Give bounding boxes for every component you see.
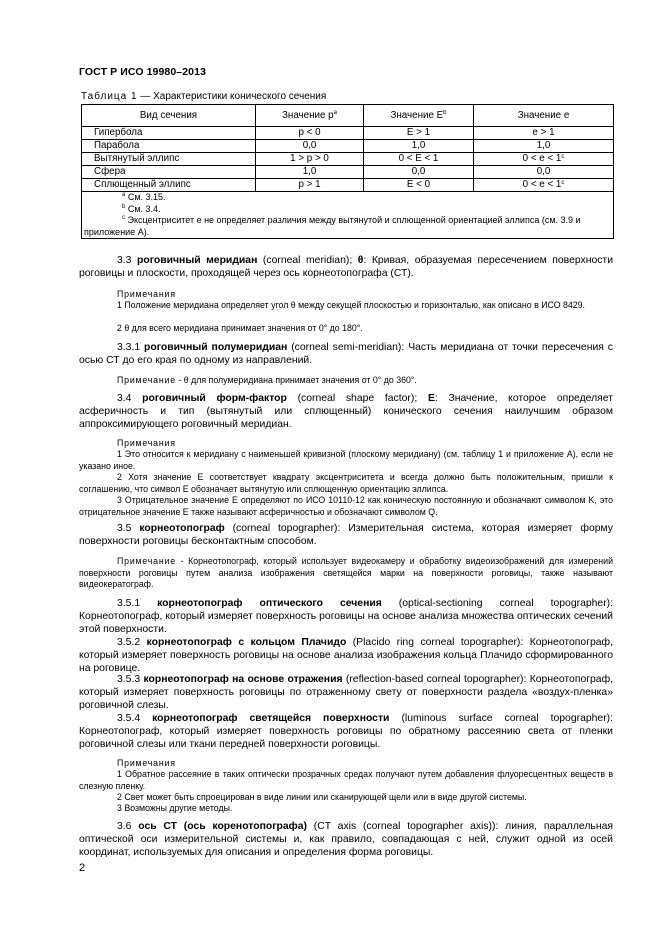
note-item: 1 Это относится к меридиану с наименьшей кривизной (плоскому меридиану) (см. таблицу 1 и приложение А), если не указано иное. [79, 449, 613, 471]
clause-3-3: 3.3 роговичный меридиан (corneal meridian); θ: Кривая, образуемая пересечением поверхности роговицы и плоскости, проходящей через ось корнеотопографа (СТ). [79, 255, 613, 279]
note-item: 2 Свет может быть спроецирован в виде линии или сканирующей щели или в виде другой системы. [117, 792, 527, 802]
footnote-b: $^b$ См. 3.4. [122, 203, 161, 214]
table-row [82, 179, 614, 192]
table-cell: p < 0 [256, 127, 364, 140]
table-caption [81, 91, 326, 102]
table-row [82, 166, 614, 179]
term-corneal-semi-meridian: роговичный полумеридиан [144, 342, 288, 353]
table-cell: 1,0 [364, 140, 474, 153]
header-cell: Вид сечения [82, 105, 256, 127]
table-cell: E < 0 [364, 179, 474, 192]
header-cell: Значение $E^b$ [364, 105, 474, 127]
table-cell: 1,0 [474, 140, 614, 153]
table-row [82, 127, 614, 140]
clause-3-5-4: 3.5.4 корнеотопограф светящейся поверхности (luminous surface corneal topographer): Корнеотопограф, который измеряет поверхность роговицы по обратному рассеянию света от пленки роговичной слезы или ткани передней поверхности роговицы. [79, 713, 614, 750]
clause-3-5: 3.5 корнеотопограф (corneal topographer): Измерительная система, которая измеряет форму поверхности роговицы бесконтактным способом. [79, 523, 613, 547]
footnote-a: $^a$ См. 3.15. [122, 192, 166, 202]
clause-3-5-1: 3.5.1 корнеотопограф оптического сечения (optical-sectioning corneal topographer): Корнеотопограф, который измеряет поверхность роговицы на основе анализа множества оптических сечений этой поверхности. [79, 598, 614, 635]
table-cell: 0,0 [474, 166, 614, 179]
clause-3-5-2: 3.5.2 корнеотопограф с кольцом Плачидо (Placido ring corneal topographer): Корнеотопограф, который измеряет поверхность роговицы на основе анализа изображения кольца Плачидо сформированного на роговице. [79, 637, 613, 674]
table-cell: Сплющенный эллипс [82, 179, 256, 192]
table-cell: 1,0 [256, 166, 364, 179]
header-cell: Значение $p^a$ [256, 105, 364, 127]
table-header-row [82, 105, 614, 127]
term-corneal-meridian: роговичный меридиан [137, 255, 258, 266]
clause-3-3-1: 3.3.1 роговичный полумеридиан (corneal semi-meridian): Часть меридиана от точки пересечения с осью СТ до его края по одному из направлений. [79, 342, 613, 366]
note-item: 2 Хотя значение E соответствует квадрату эксцентриситета и всегда должно быть положительным, пришли к соглашению, что символ E обозначает вытянутую или сплющенную ориентацию эллипса. [79, 472, 613, 494]
notes-title: Примечания [117, 289, 176, 299]
document-header: ГОСТ Р ИСО 19980–2013 [79, 66, 207, 78]
table-caption-label: Таблица 1 [81, 91, 138, 102]
page-number: 2 [79, 862, 86, 874]
clause-3-5-3: 3.5.3 корнеотопограф на основе отражения (reflection-based corneal topographer): Корнеотопограф, который измеряет поверхность роговицы по отраженному свету от поверхности раздела «воздух-пленка» роговичной слезы. [79, 674, 614, 711]
note-3-5: Примечание - Корнеотопограф, который использует видеокамеру и обработку видеоизображений для измерений поверхности роговицы путем анализа изображения светящейся марки на поверхности роговицы, также называют видеокератограф. [79, 556, 613, 589]
notes-title: Примечания [117, 758, 176, 768]
note-item: 1 Обратное рассеяние в таких оптически прозрачных средах получают путем добавления флуоресцентных веществ в слезную пленку. [79, 769, 613, 791]
footnote-c: $^c$ Эксцентриситет e не определяет различия между вытянутой и сплющенной ориентацией эллипса (см. 3.9 и приложение А). [84, 215, 581, 237]
table-cell: Вытянутый эллипс [82, 153, 256, 166]
conic-section-table [81, 104, 614, 239]
clause-3-6: 3.6 ось СТ (ось коренотопографа) (CT axis (corneal topographer axis)): линия, параллельная оптической оси измерительной системы и, как правило, совпадающая с ней, служит одной из осей координат, используемых для описания и определения форма роговицы. [79, 821, 613, 858]
table-cell: Сфера [82, 166, 256, 179]
table-footnotes [82, 192, 614, 239]
term-corneal-shape-factor: роговичный форм-фактор [142, 393, 287, 404]
table-cell: E > 1 [364, 127, 474, 140]
note-item: 1 Положение меридиана определяет угол θ между секущей плоскостью и горизонталью, как описано в ИСО 8429. [117, 300, 585, 310]
table-cell: e > 1 [474, 127, 614, 140]
table-cell: 1 > p > 0 [256, 153, 364, 166]
table-row [82, 153, 614, 166]
header-cell: Значение e [474, 105, 614, 127]
note-item: 3 Отрицательное значение E определяют по ИСО 10110-12 как коническую постоянную и обозначают символом K, это отрицательное значение E также называют асферичностью и обозначают символом Q. [79, 495, 613, 517]
notes-title: Примечания [117, 438, 176, 448]
note-item: 3 Возможны другие методы. [117, 803, 233, 813]
table-cell: p > 1 [256, 179, 364, 192]
table-caption-text: — Характеристики конического сечения [137, 91, 327, 102]
table-row [82, 140, 614, 153]
table-cell: 0 < E < 1 [364, 153, 474, 166]
note-item: 2 θ для всего меридиана принимает значения от 0° до 180°. [117, 323, 363, 333]
table-cell: $0 < e < 1^c$ [474, 179, 614, 192]
table-cell: 0,0 [256, 140, 364, 153]
note-3-3-1: Примечание - θ для полумеридиана принимает значения от 0° до 360°. [117, 375, 417, 385]
table-cell: $0 < e < 1^c$ [474, 153, 614, 166]
table-cell: Гипербола [82, 127, 256, 140]
table-cell: Парабола [82, 140, 256, 153]
table-cell: 0,0 [364, 166, 474, 179]
term-corneal-topographer: корнеотопограф [139, 523, 225, 534]
clause-3-4: 3.4 роговичный форм-фактор (corneal shape factor); E: Значение, которое определяет асферичность и тип (вытянутый или сплющенный) конического сечения наилучшим образом аппроксимирующего роговичный меридиан. [79, 393, 613, 430]
